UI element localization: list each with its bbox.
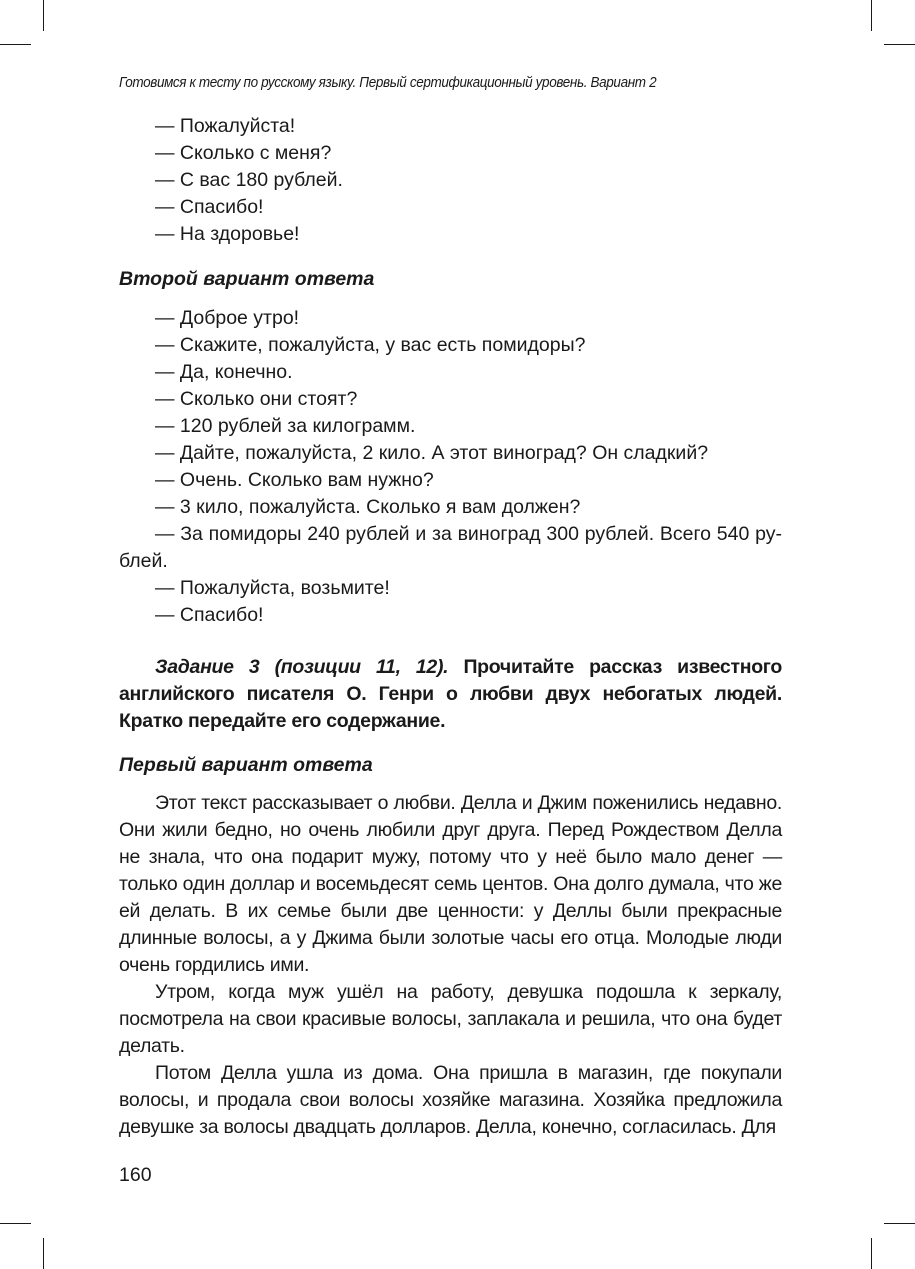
dialog-line: — С вас 180 рублей. (155, 169, 343, 191)
dialog-line: — Дайте, пожалуйста, 2 кило. А этот виноград? Он сладкий? (155, 442, 709, 464)
task-3-text: Прочитайте рассказ известного английского писателя О. Генри о любви двух небогатых людей. Кратко передайте его содержание. (119, 656, 782, 732)
crop-mark (871, 1238, 872, 1269)
dialog-line: — Очень. Сколько вам нужно? (155, 469, 434, 491)
running-head: Готовимся к тесту по русскому языку. Первый сертификационный уровень. Вариант 2 (119, 74, 657, 91)
dialog-first (119, 113, 782, 248)
paragraph: Утром, когда муж ушёл на работу, девушка подошла к зеркалу, посмотрела на свои красивые волосы, заплакала и решила, что она будет делать. (119, 981, 782, 1057)
dialog-line: — Скажите, пожалуйста, у вас есть помидоры? (155, 334, 586, 356)
dialog-line: — Да, конечно. (155, 361, 293, 383)
dialog-line: — На здоровье! (155, 223, 300, 245)
crop-mark (884, 44, 915, 45)
paragraph: Потом Делла ушла из дома. Она пришла в магазин, где покупали волосы, и продала свои волосы хозяйке магазина. Хозяйка предложила девушке за волосы двадцать долларов. Делла, конечно, согласилась. Для (119, 1062, 782, 1138)
dialog-line: — Спасибо! (155, 196, 264, 218)
answer-text (119, 790, 782, 1141)
dialog-line: — Доброе утро! (155, 307, 300, 329)
crop-mark (884, 1223, 915, 1224)
dialog-line-continuation: блей. (119, 550, 168, 572)
crop-mark (0, 44, 31, 45)
paragraph: Этот текст рассказывает о любви. Делла и Джим поженились недавно. Они жили бедно, но очень любили друг друга. Перед Рождеством Делла не знала, что она подарит мужу, потому что у неё было мало денег — только один доллар и восемьдесят семь центов. Она долго думала, что же ей делать. В их семье были две ценности: у Деллы были прекрасные длинные волосы, а у Джима были золотые часы его отца. Молодые люди очень гордились ими. (119, 792, 782, 976)
crop-mark (43, 0, 44, 31)
dialog-second (119, 305, 782, 629)
second-answer-heading: Второй вариант ответа (119, 268, 375, 290)
crop-mark (43, 1238, 44, 1269)
first-answer-heading: Первый вариант ответа (119, 754, 373, 776)
dialog-line: — 3 кило, пожалуйста. Сколько я вам должен? (155, 496, 581, 518)
dialog-line: — Пожалуйста, возьмите! (155, 577, 390, 599)
crop-mark (871, 0, 872, 31)
page-number: 160 (119, 1164, 152, 1186)
dialog-line: — Спасибо! (155, 604, 264, 626)
dialog-line: — За помидоры 240 рублей и за виноград 300 рублей. Всего 540 ру- (155, 523, 782, 545)
task-3-label: Задание 3 (позиции 11, 12). (155, 656, 449, 678)
task-3 (119, 654, 782, 735)
dialog-line: — 120 рублей за килограмм. (155, 415, 416, 437)
dialog-line: — Пожалуйста! (155, 115, 296, 137)
dialog-line: — Сколько с меня? (155, 142, 332, 164)
crop-mark (0, 1223, 31, 1224)
dialog-line: — Сколько они стоят? (155, 388, 358, 410)
